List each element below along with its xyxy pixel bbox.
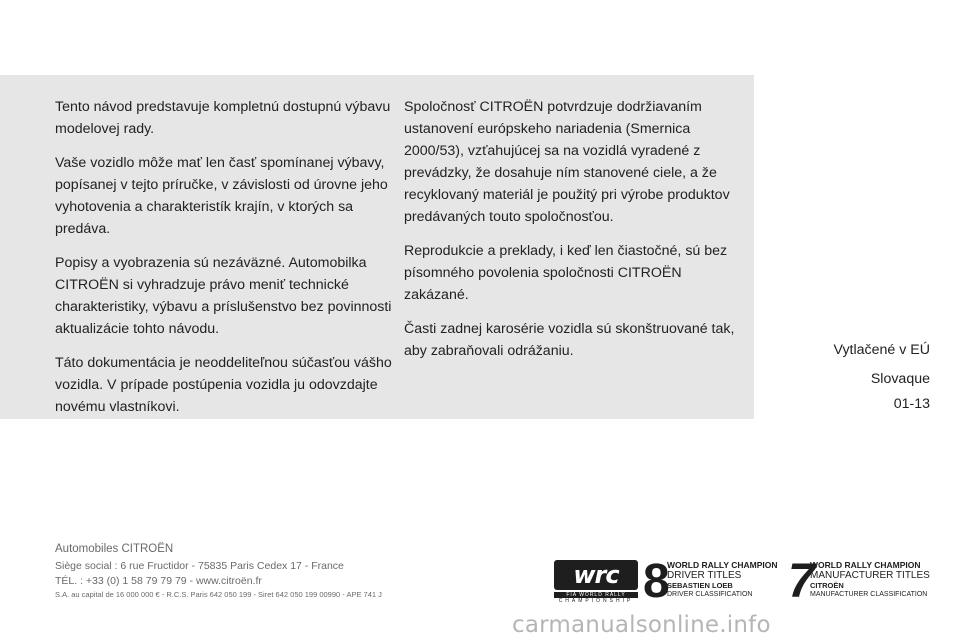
left-paragraph-2: Vaše vozidlo môže mať len časť spomínanej výbavy, popísanej v tejto príručke, v závislosti od úrovne jeho vyhotovenia a charakteristík krajín, v ktorých sa predáva. bbox=[55, 155, 388, 237]
manufacturer-titles-block bbox=[810, 561, 940, 599]
print-country: Slovaque bbox=[870, 371, 930, 387]
right-paragraph-1: Spoločnosť CITROËN potvrdzuje dodržiavaním ustanovení európskeho nariadenia (Smernica 2000/53), vzťahujúcej sa na vozidlá vyradené z prevádzky, že dosahuje ním stanovené ciele, a že recyklovaný materiál je použitý pri výrobe produktov predávaných touto spoločnosťou. bbox=[404, 99, 730, 225]
manufacturer-line-1: WORLD RALLY CHAMPION bbox=[810, 560, 921, 570]
driver-line-1: WORLD RALLY CHAMPION bbox=[667, 560, 778, 570]
print-code: 01-13 bbox=[893, 396, 930, 412]
left-column bbox=[55, 96, 400, 430]
wrc-logo-text: wrc bbox=[554, 560, 638, 590]
company-address: Siège social : 6 rue Fructidor - 75835 Paris Cedex 17 - France bbox=[55, 560, 344, 572]
right-paragraph-3: Časti zadnej karosérie vozidla sú skonštruované tak, aby zabraňovali odrážaniu. bbox=[404, 321, 735, 359]
driver-line-4: DRIVER CLASSIFICATION bbox=[667, 591, 753, 598]
left-paragraph-4: Táto dokumentácia je neoddeliteľnou súčasťou vášho vozidla. V prípade postúpenia vozidla ju odovzdajte novému vlastníkovi. bbox=[55, 355, 392, 415]
right-paragraph-2: Reprodukcie a preklady, i keď len čiastočné, sú bez písomného povolenia spoločnosti CITROËN zakázané. bbox=[404, 243, 728, 303]
driver-titles-number: 8 bbox=[643, 555, 670, 608]
manufacturer-line-2: MANUFACTURER TITLES bbox=[810, 570, 930, 581]
printed-in: Vytlačené v EÚ bbox=[833, 342, 930, 358]
wrc-logo-championship: CHAMPIONSHIP bbox=[558, 598, 634, 604]
manufacturer-line-4: MANUFACTURER CLASSIFICATION bbox=[810, 591, 928, 598]
watermark-link[interactable]: carmanualsonline.info bbox=[512, 612, 771, 638]
manufacturer-titles-number: 7 bbox=[788, 555, 815, 608]
wrc-logo bbox=[554, 560, 638, 604]
right-column bbox=[404, 96, 749, 374]
driver-titles-block bbox=[667, 561, 789, 599]
left-paragraph-3: Popisy a vyobrazenia sú nezáväzné. Automobilka CITROËN si vyhradzuje právo meniť technické charakteristiky, výbavu a príslušenstvo bez povinnosti aktualizácie tohto návodu. bbox=[55, 255, 392, 337]
wrc-logo-strip: FIA WORLD RALLY bbox=[554, 592, 638, 598]
left-paragraph-1: Tento návod predstavuje kompletnú dostupnú výbavu modelovej rady. bbox=[55, 99, 391, 137]
driver-line-3: SEBASTIEN LOEB bbox=[667, 581, 733, 590]
company-name: Automobiles CITROËN bbox=[55, 543, 174, 555]
company-info bbox=[55, 542, 382, 601]
company-phone: TÉL. : +33 (0) 1 58 79 79 79 - www.citroën.fr bbox=[55, 575, 262, 587]
driver-line-2: DRIVER TITLES bbox=[667, 570, 742, 581]
company-legal: S.A. au capital de 16 000 000 € - R.C.S. Paris 642 050 199 - Siret 642 050 199 00990 - APE 741 J bbox=[55, 590, 382, 599]
manufacturer-line-3: CITROËN bbox=[810, 581, 844, 590]
